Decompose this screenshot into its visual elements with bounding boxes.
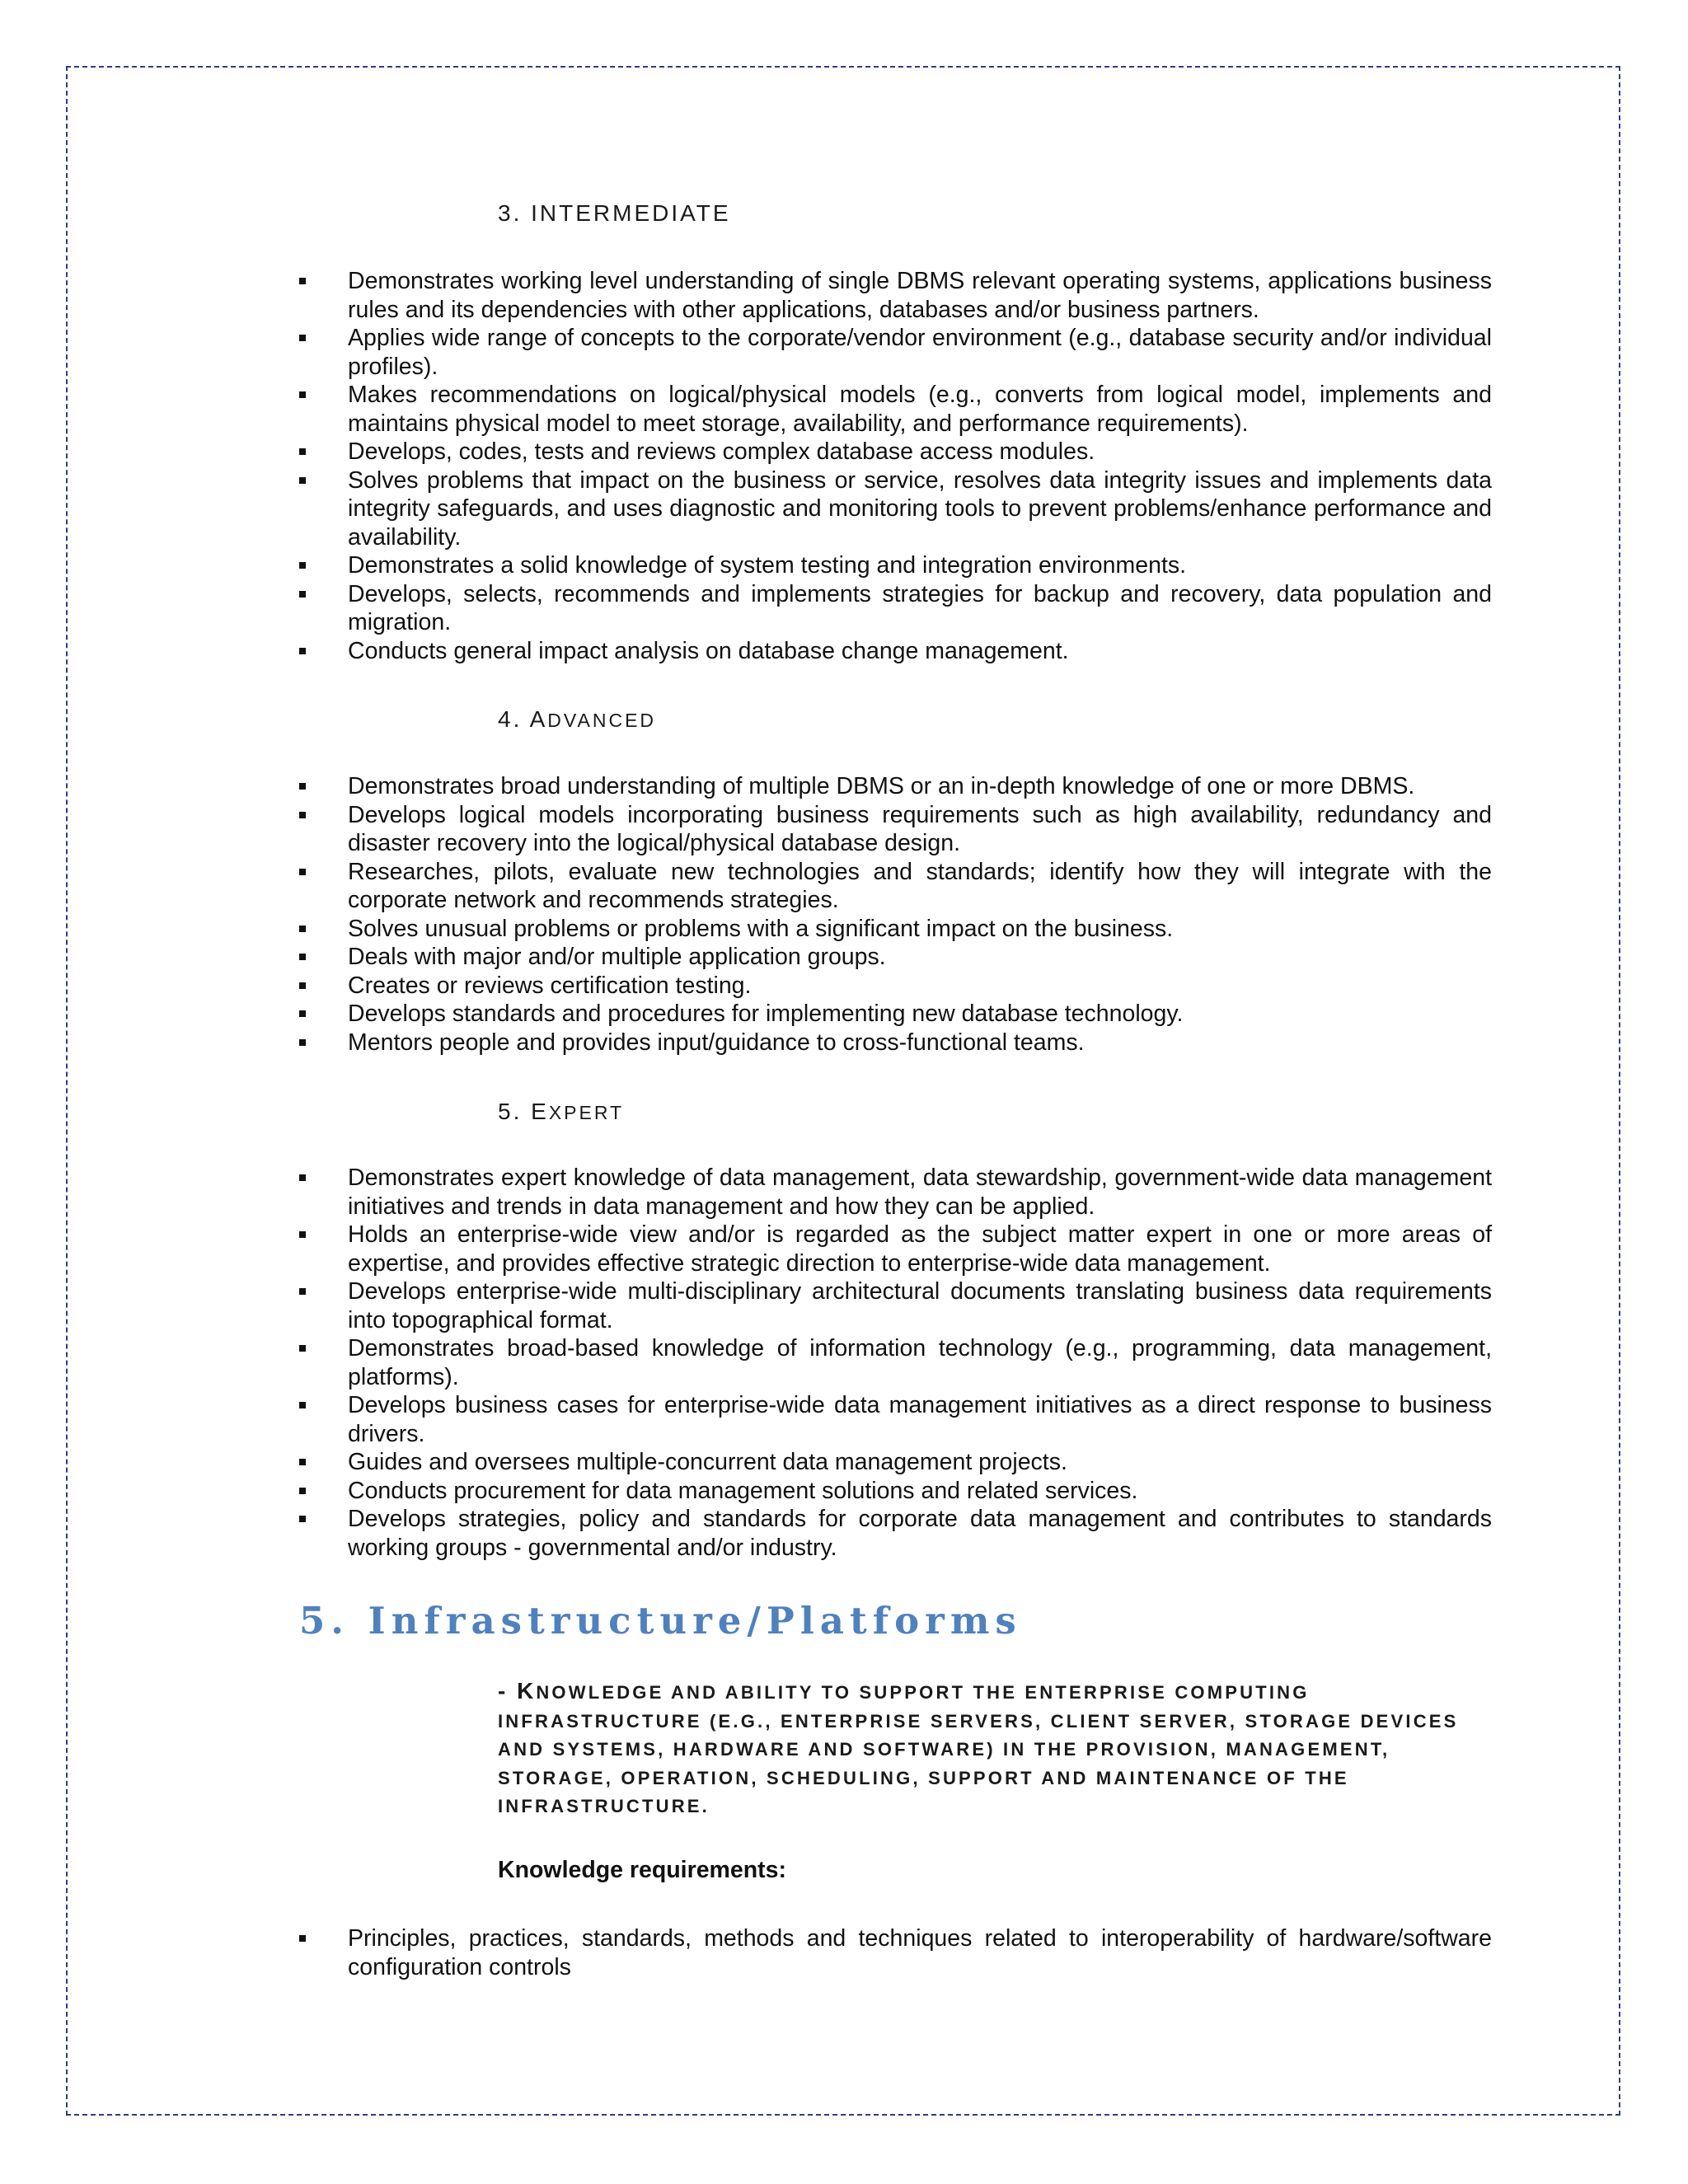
- bullet-marker: [299, 562, 306, 569]
- level-4-list: [0, 772, 1688, 1057]
- bullet-marker: [299, 477, 306, 484]
- list-item: Applies wide range of concepts to the corporate/vendor environment (e.g., database security and/or individual profiles).: [348, 324, 1492, 381]
- section-title: 5. Infrastructure/Platforms: [299, 1599, 1022, 1643]
- bullet-marker: [299, 391, 306, 398]
- bullet-marker: [299, 926, 306, 932]
- bullet-marker: [299, 1488, 306, 1494]
- list-item: Demonstrates broad-based knowledge of information technology (e.g., programming, data management, platforms).: [348, 1334, 1492, 1391]
- bullet-marker: [299, 591, 306, 598]
- bullet-marker: [299, 982, 306, 989]
- bullet-marker: [299, 1459, 306, 1465]
- bullet-marker: [299, 954, 306, 960]
- list-item: Develops logical models incorporating business requirements such as high availability, redundancy and disaster recovery into the logical/physical database design.: [348, 801, 1492, 858]
- list-item: Mentors people and provides input/guidance to cross-functional teams.: [348, 1029, 1492, 1057]
- level-4-heading: 4. ADVANCED: [498, 706, 657, 732]
- bullet-marker: [299, 783, 306, 790]
- list-item: Makes recommendations on logical/physical models (e.g., converts from logical model, implements and maintains physical model to meet storage, availability, and performance requirements).: [348, 381, 1492, 438]
- bullet-marker: [299, 335, 306, 341]
- bullet-marker: [299, 1935, 306, 1942]
- list-item: Conducts general impact analysis on database change management.: [348, 637, 1492, 666]
- bullet-marker: [299, 812, 306, 818]
- list-item: Develops strategies, policy and standards for corporate data management and contributes to standards working groups - governmental and/or industry.: [348, 1505, 1492, 1562]
- list-item: Develops business cases for enterprise-wide data management initiatives as a direct response to business drivers.: [348, 1391, 1492, 1448]
- bullet-marker: [299, 1039, 306, 1046]
- list-item: Creates or reviews certification testing.: [348, 972, 1492, 1001]
- bullet-marker: [299, 869, 306, 875]
- list-item: Guides and oversees multiple-concurrent data management projects.: [348, 1448, 1492, 1477]
- list-item: Demonstrates a solid knowledge of system testing and integration environments.: [348, 551, 1492, 580]
- bullet-marker: [299, 648, 306, 654]
- list-item: Researches, pilots, evaluate new technologies and standards; identify how they will integrate with the corporate network and recommends strategies.: [348, 858, 1492, 915]
- list-item: Develops, selects, recommends and implements strategies for backup and recovery, data population and migration.: [348, 580, 1492, 637]
- bullet-marker: [299, 1516, 306, 1522]
- level-3-list: [0, 267, 1688, 665]
- bullet-marker: [299, 448, 306, 455]
- bullet-marker: [299, 1010, 306, 1017]
- list-item: Develops, codes, tests and reviews complex database access modules.: [348, 438, 1492, 466]
- bullet-marker: [299, 1402, 306, 1408]
- list-item: Demonstrates expert knowledge of data management, data stewardship, government-wide data management initiatives and trends in data management and how they can be applied.: [348, 1164, 1492, 1221]
- list-item: Conducts procurement for data management solutions and related services.: [348, 1477, 1492, 1506]
- list-item: Develops standards and procedures for implementing new database technology.: [348, 1000, 1492, 1029]
- list-item: Demonstrates working level understanding of single DBMS relevant operating systems, applications business rules and its dependencies with other applications, databases and/or business partners.: [348, 267, 1492, 324]
- level-5-list: [0, 1164, 1688, 1562]
- knowledge-requirements-label: Knowledge requirements:: [498, 1857, 786, 1883]
- section-description: - KNOWLEDGE AND ABILITY TO SUPPORT THE ENTERPRISE COMPUTING INFRASTRUCTURE (E.G., ENTERPRISE SERVERS, CLIENT SERVER, STORAGE DEVICES AND SYSTEMS, HARDWARE AND SOFTWARE) IN THE PROVISION, MANAGEMENT, STORAGE, OPERATION, SCHEDULING, SUPPORT AND MAINTENANCE OF THE INFRASTRUCTURE.: [498, 1678, 1459, 1816]
- list-item: Principles, practices, standards, methods and techniques related to interoperability of hardware/software configuration controls: [348, 1924, 1492, 1981]
- list-item: Demonstrates broad understanding of multiple DBMS or an in-depth knowledge of one or more DBMS.: [348, 772, 1492, 801]
- list-item: Solves unusual problems or problems with a significant impact on the business.: [348, 915, 1492, 944]
- knowledge-requirements-list: [0, 1924, 1688, 1981]
- level-3-heading: [498, 200, 731, 227]
- list-item: Deals with major and/or multiple application groups.: [348, 943, 1492, 972]
- list-item: Develops enterprise-wide multi-disciplinary architectural documents translating business data requirements into topographical format.: [348, 1277, 1492, 1334]
- bullet-marker: [299, 1231, 306, 1238]
- level-5-heading: 5. EXPERT: [498, 1099, 625, 1124]
- bullet-marker: [299, 1345, 306, 1352]
- list-item: Solves problems that impact on the business or service, resolves data integrity issues and implements data integrity safeguards, and uses diagnostic and monitoring tools to prevent problems/enhance performance and availability.: [348, 466, 1492, 552]
- list-item: Holds an enterprise-wide view and/or is regarded as the subject matter expert in one or more areas of expertise, and provides effective strategic direction to enterprise-wide data management.: [348, 1221, 1492, 1277]
- bullet-marker: [299, 1174, 306, 1181]
- bullet-marker: [299, 278, 306, 284]
- level-3-heading-text: 3. INTERMEDIATE: [498, 200, 731, 226]
- bullet-marker: [299, 1288, 306, 1295]
